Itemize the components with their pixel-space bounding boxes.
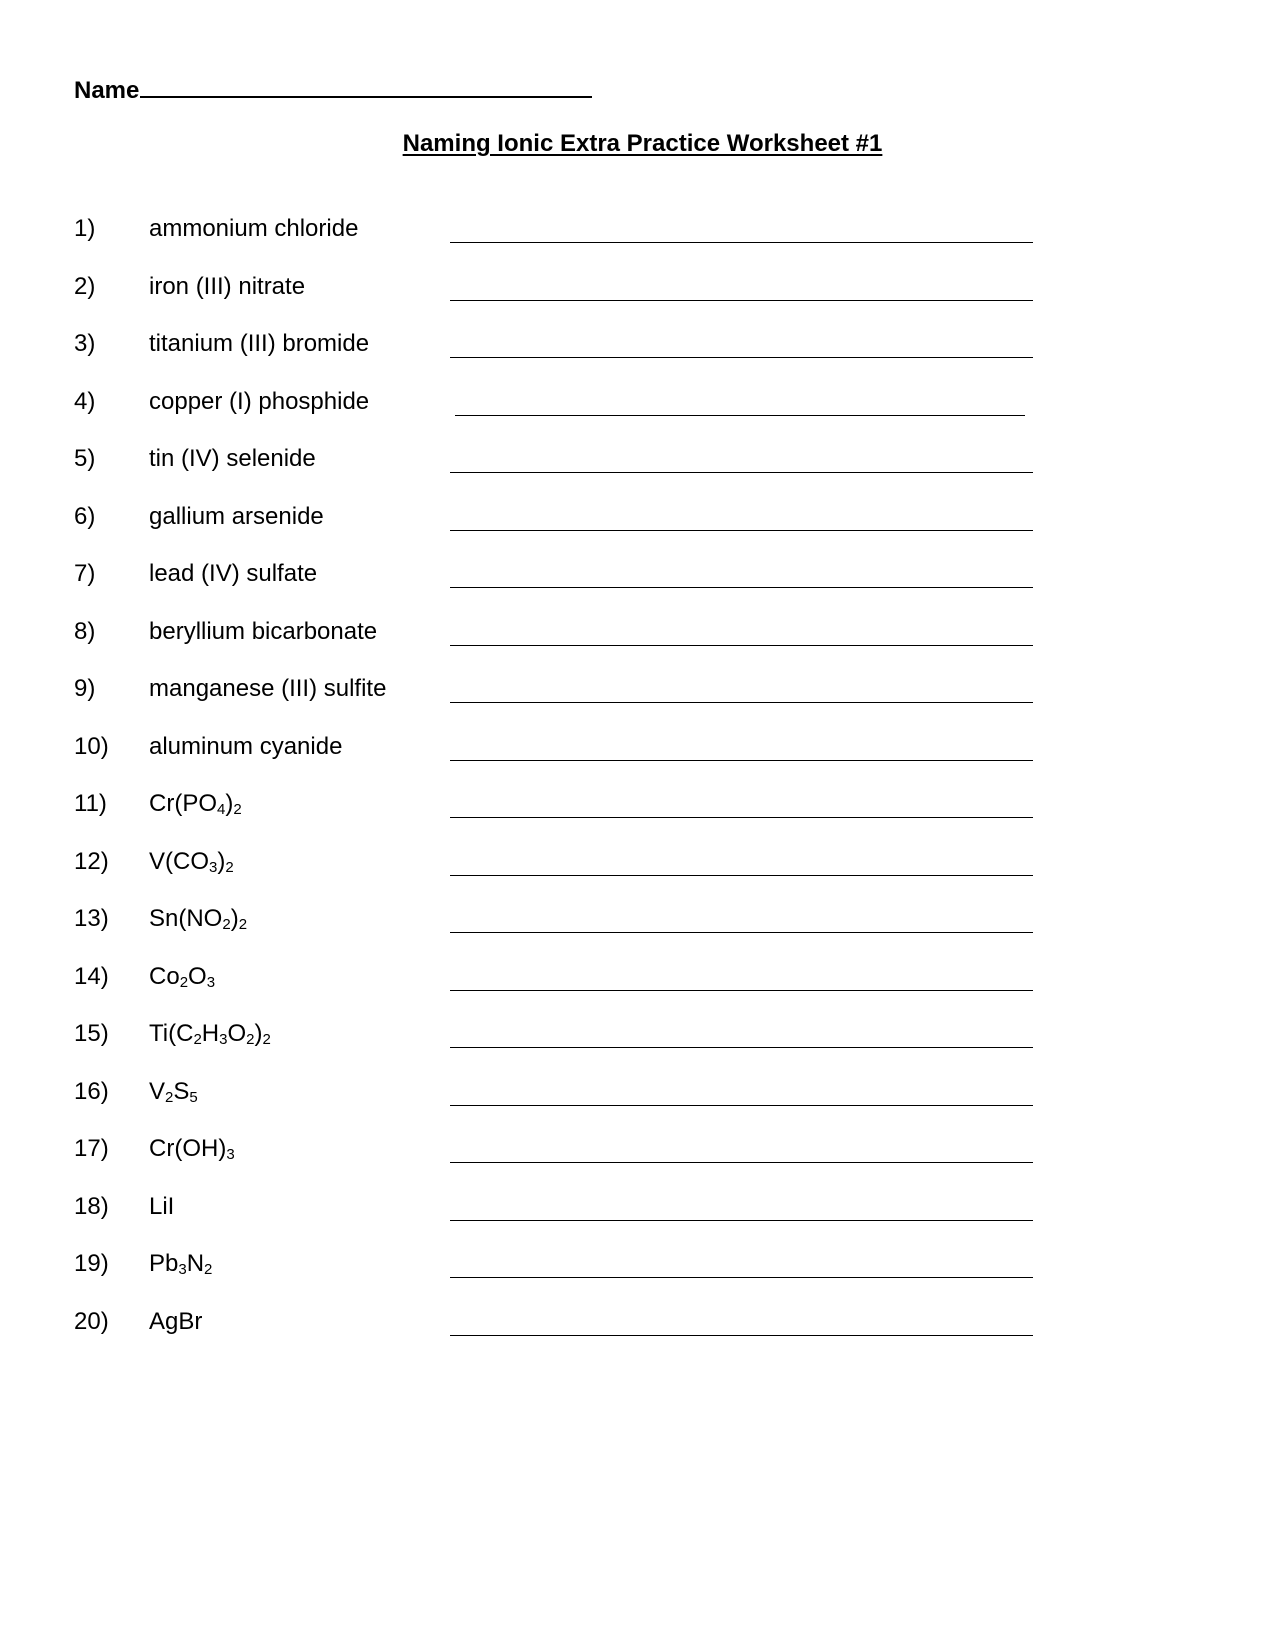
question-row <box>0 617 1275 675</box>
worksheet-title: Naming Ionic Extra Practice Worksheet #1 <box>402 130 883 157</box>
question-compound <box>149 502 324 532</box>
question-row <box>0 1192 1275 1250</box>
question-number: 17) <box>74 1135 109 1162</box>
question-row <box>0 674 1275 732</box>
compound-text: H <box>201 1020 220 1047</box>
question-compound <box>149 1307 202 1337</box>
question-row <box>0 329 1275 387</box>
question-number: 16) <box>74 1077 109 1105</box>
compound-text: ) <box>254 1020 263 1047</box>
compound-text: titanium (III) bromide <box>149 330 370 357</box>
question-number: 13) <box>74 905 109 932</box>
question-row <box>0 1077 1275 1135</box>
question-number: 6) <box>74 502 96 530</box>
compound-text: S <box>173 1077 190 1105</box>
compound-text: Pb <box>149 1250 179 1277</box>
compound-text: gallium arsenide <box>149 502 324 530</box>
compound-text: manganese (III) sulfite <box>149 675 387 702</box>
compound-text: ) <box>217 847 226 875</box>
question-compound <box>149 329 369 359</box>
answer-line[interactable] <box>455 415 1025 416</box>
question-compound <box>149 214 358 244</box>
question-compound <box>149 272 305 302</box>
question-row <box>0 1134 1275 1192</box>
question-row <box>0 962 1275 1020</box>
question-number: 11) <box>74 790 107 817</box>
question-compound <box>149 1249 212 1279</box>
answer-line[interactable] <box>450 1220 1033 1221</box>
formula-subscript: 3 <box>209 858 218 876</box>
question-compound <box>149 1077 198 1107</box>
answer-line[interactable] <box>450 1105 1033 1106</box>
question-compound <box>149 444 316 474</box>
question-row <box>0 904 1275 962</box>
question-row <box>0 502 1275 560</box>
question-number: 8) <box>74 617 96 645</box>
question-number: 20) <box>74 1307 109 1335</box>
question-compound <box>149 559 317 589</box>
question-number: 19) <box>74 1250 109 1277</box>
compound-text: copper (I) phosphide <box>149 387 370 415</box>
compound-text: Co <box>149 962 180 990</box>
worksheet-title-row <box>0 129 1275 159</box>
compound-text: O <box>188 962 207 990</box>
compound-text: O <box>227 1020 247 1047</box>
question-compound <box>149 1019 271 1049</box>
question-number: 4) <box>74 387 96 415</box>
answer-line[interactable] <box>450 1047 1033 1048</box>
question-number: 18) <box>74 1192 109 1220</box>
answer-line[interactable] <box>450 242 1033 243</box>
question-row <box>0 214 1275 272</box>
answer-line[interactable] <box>450 1335 1033 1336</box>
formula-subscript: 2 <box>193 1031 202 1048</box>
answer-line[interactable] <box>450 990 1033 991</box>
compound-text: V(CO <box>149 847 209 875</box>
compound-text: Cr(OH) <box>149 1135 227 1162</box>
compound-text: N <box>186 1250 205 1277</box>
formula-subscript: 2 <box>262 1031 271 1048</box>
formula-subscript: 2 <box>238 916 248 933</box>
question-row <box>0 559 1275 617</box>
answer-line[interactable] <box>450 357 1033 358</box>
question-row <box>0 732 1275 790</box>
formula-subscript: 2 <box>165 1088 174 1106</box>
question-number: 2) <box>74 272 96 300</box>
answer-line[interactable] <box>450 875 1033 876</box>
question-number: 9) <box>74 675 96 702</box>
answer-line[interactable] <box>450 472 1033 473</box>
formula-subscript: 2 <box>225 858 234 876</box>
formula-subscript: 2 <box>246 1031 255 1048</box>
compound-text: lead (IV) sulfate <box>149 560 318 587</box>
question-compound <box>149 387 369 417</box>
answer-line[interactable] <box>450 645 1033 646</box>
question-row <box>0 1249 1275 1307</box>
compound-text: tin (IV) selenide <box>149 445 316 472</box>
question-compound <box>149 732 342 762</box>
formula-subscript: 2 <box>222 916 231 933</box>
question-compound <box>149 617 377 647</box>
formula-subscript: 3 <box>226 1146 235 1163</box>
formula-subscript: 5 <box>189 1088 198 1106</box>
answer-line[interactable] <box>450 1162 1033 1163</box>
answer-line[interactable] <box>450 702 1033 703</box>
compound-text: beryllium bicarbonate <box>149 617 378 645</box>
answer-line[interactable] <box>450 760 1033 761</box>
answer-line[interactable] <box>450 530 1033 531</box>
question-row <box>0 272 1275 330</box>
name-field-row <box>74 72 592 106</box>
compound-text: Ti(C <box>149 1020 194 1047</box>
question-row <box>0 387 1275 445</box>
compound-text: ammonium chloride <box>149 215 359 242</box>
question-compound <box>149 1192 174 1222</box>
question-row <box>0 444 1275 502</box>
question-number: 5) <box>74 445 96 472</box>
compound-text: ) <box>230 905 239 932</box>
question-row <box>0 1019 1275 1077</box>
question-compound <box>149 674 386 704</box>
question-compound <box>149 789 242 819</box>
question-list <box>0 214 1275 1364</box>
question-row <box>0 789 1275 847</box>
formula-subscript: 3 <box>219 1031 228 1048</box>
name-answer-line[interactable] <box>140 72 592 98</box>
name-label: Name <box>74 77 140 104</box>
formula-subscript: 2 <box>233 801 242 818</box>
question-number: 14) <box>74 962 109 990</box>
question-row <box>0 847 1275 905</box>
compound-text: iron (III) nitrate <box>149 272 306 300</box>
formula-subscript: 2 <box>204 1261 213 1278</box>
compound-text: Cr(PO <box>149 790 217 817</box>
question-number: 1) <box>74 215 96 242</box>
formula-subscript: 3 <box>178 1261 187 1278</box>
question-number: 10) <box>74 732 109 760</box>
formula-subscript: 3 <box>206 973 216 991</box>
question-number: 15) <box>74 1020 109 1047</box>
question-number: 12) <box>74 847 109 875</box>
compound-text: AgBr <box>149 1307 203 1335</box>
question-number: 3) <box>74 330 96 357</box>
compound-text: ) <box>225 790 234 817</box>
question-row <box>0 1307 1275 1365</box>
formula-subscript: 2 <box>179 973 189 991</box>
answer-line[interactable] <box>450 587 1033 588</box>
answer-line[interactable] <box>450 932 1033 933</box>
compound-text: Sn(NO <box>149 905 223 932</box>
compound-text: V <box>149 1077 166 1105</box>
question-compound <box>149 962 215 992</box>
answer-line[interactable] <box>450 1277 1033 1278</box>
compound-text: aluminum cyanide <box>149 732 343 760</box>
answer-line[interactable] <box>450 817 1033 818</box>
answer-line[interactable] <box>450 300 1033 301</box>
question-number: 7) <box>74 560 96 587</box>
question-compound <box>149 904 247 934</box>
question-compound <box>149 847 234 877</box>
formula-subscript: 4 <box>217 801 226 818</box>
compound-text: LiI <box>149 1192 175 1220</box>
question-compound <box>149 1134 235 1164</box>
